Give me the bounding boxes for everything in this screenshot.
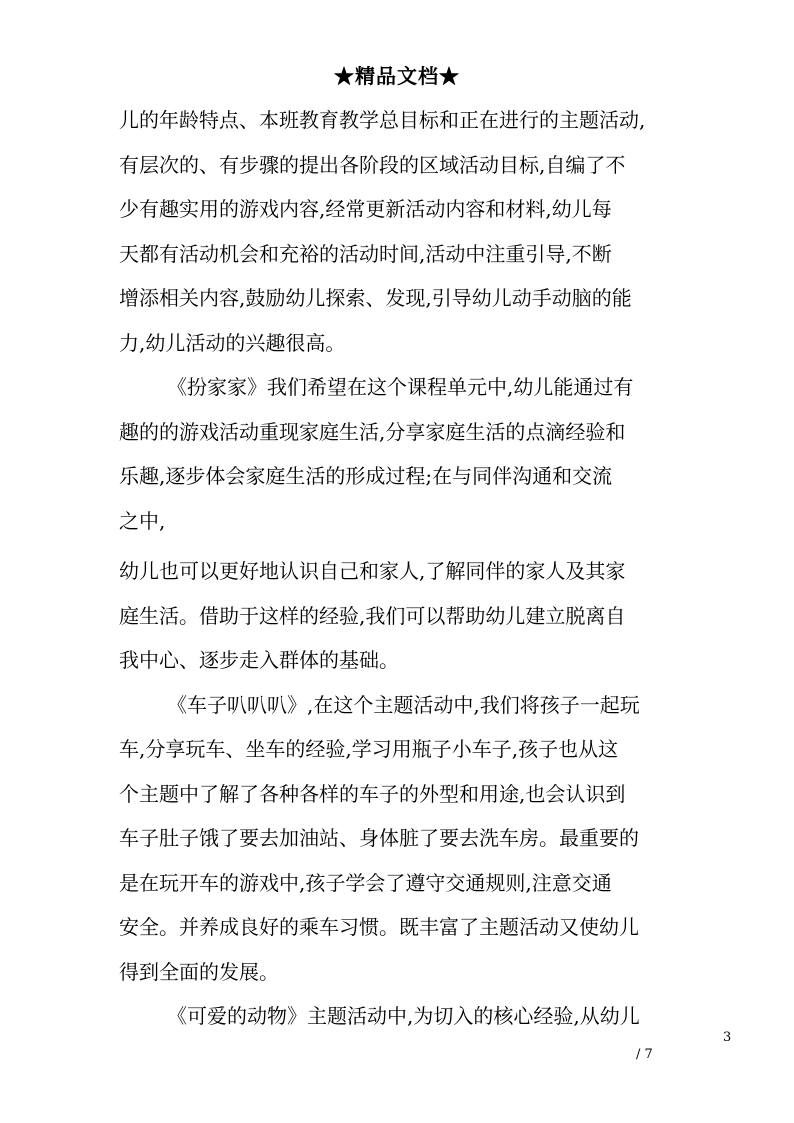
text-line: 《车子叭叭叭》,在这个主题活动中,我们将孩子一起玩 xyxy=(167,692,640,717)
text-line: 少有趣实用的游戏内容,经常更新活动内容和材料,幼儿每 xyxy=(119,197,612,221)
text-line: 个主题中了解了各种各样的车子的外型和用途,也会认识到 xyxy=(119,781,626,806)
paragraph-start-line xyxy=(119,994,679,1039)
text-line: 儿的年龄特点、本班教育教学总目标和正在进行的主题活动, xyxy=(119,108,646,132)
text-line: 趣的的游戏活动重现家庭生活,分享家庭生活的点滴经验和 xyxy=(119,419,626,444)
text-line: 幼儿也可以更好地认识自己和家人,了解同伴的家人及其家 xyxy=(119,559,626,583)
page-total: / 7 xyxy=(636,1047,653,1062)
paragraph-start-line xyxy=(119,683,679,728)
text-line: 得到全面的发展。 xyxy=(119,959,279,984)
text-line: 是在玩开车的游戏中,孩子学会了遵守交通规则,注意交通 xyxy=(119,870,612,895)
text-line: 我中心、逐步走入群体的基础。 xyxy=(119,648,399,672)
document-header-title: ★精品文档★ xyxy=(334,64,460,88)
page-number: 3 xyxy=(723,1030,732,1045)
text-line: 《扮家家》我们希望在这个课程单元中,幼儿能通过有 xyxy=(167,375,634,399)
text-block-2 xyxy=(119,549,679,1039)
text-line: 之中, xyxy=(119,508,166,533)
text-line: 有层次的、有步骤的提出各阶段的区域活动目标,自编了不 xyxy=(119,152,626,177)
text-line: 《可爱的动物》主题活动中,为切入的核心经验,从幼儿 xyxy=(167,1004,640,1028)
text-line: 庭生活。借助于这样的经验,我们可以帮助幼儿建立脱离自 xyxy=(119,603,626,628)
paragraph-start-line xyxy=(119,365,679,410)
text-line: 天都有活动机会和充裕的活动时间,活动中注重引导,不断 xyxy=(119,241,612,266)
text-line: 力,幼儿活动的兴趣很高。 xyxy=(119,330,346,355)
text-line: 增添相关内容,鼓励幼儿探索、发现,引导幼儿动手动脑的能 xyxy=(119,286,632,310)
text-block-1 xyxy=(119,98,679,543)
text-line: 车,分享玩车、坐车的经验,学习用瓶子小车子,孩子也从这 xyxy=(119,737,619,761)
text-line: 车子肚子饿了要去加油站、身体脏了要去洗车房。最重要的 xyxy=(119,826,639,850)
text-line: 乐趣,逐步体会家庭生活的形成过程;在与同伴沟通和交流 xyxy=(119,464,613,488)
text-line: 安全。并养成良好的乘车习惯。既丰富了主题活动又使幼儿 xyxy=(119,915,639,939)
